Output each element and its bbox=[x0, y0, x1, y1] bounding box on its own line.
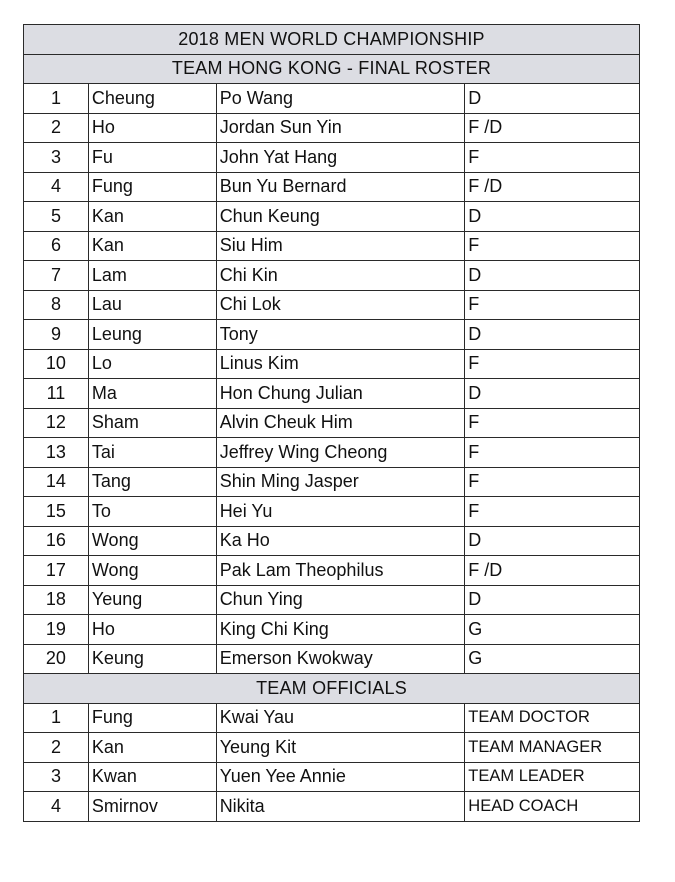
player-row bbox=[24, 379, 640, 409]
first-name-cell: Yuen Yee Annie bbox=[217, 763, 466, 793]
last-name-cell: Fu bbox=[89, 143, 217, 173]
first-name-cell: Chun Keung bbox=[217, 202, 466, 232]
player-row bbox=[24, 143, 640, 173]
first-name-cell: Yeung Kit bbox=[217, 733, 466, 763]
role-cell: TEAM LEADER bbox=[465, 763, 640, 793]
position-cell: D bbox=[465, 320, 640, 350]
player-row bbox=[24, 202, 640, 232]
number-cell: 18 bbox=[24, 586, 89, 616]
first-name-cell: Emerson Kwokway bbox=[217, 645, 466, 675]
player-row bbox=[24, 556, 640, 586]
position-cell: D bbox=[465, 586, 640, 616]
players-list bbox=[24, 84, 640, 674]
last-name-cell: Wong bbox=[89, 556, 217, 586]
first-name-cell: Hei Yu bbox=[217, 497, 466, 527]
last-name-cell: Leung bbox=[89, 320, 217, 350]
player-row bbox=[24, 84, 640, 114]
roster-subtitle: TEAM HONG KONG - FINAL ROSTER bbox=[24, 55, 640, 85]
first-name-cell: Shin Ming Jasper bbox=[217, 468, 466, 498]
championship-title: 2018 MEN WORLD CHAMPIONSHIP bbox=[24, 25, 640, 55]
player-row bbox=[24, 527, 640, 557]
player-row bbox=[24, 438, 640, 468]
last-name-cell: Kwan bbox=[89, 763, 217, 793]
position-cell: F /D bbox=[465, 556, 640, 586]
player-row bbox=[24, 261, 640, 291]
number-cell: 14 bbox=[24, 468, 89, 498]
official-row bbox=[24, 763, 640, 793]
number-cell: 10 bbox=[24, 350, 89, 380]
position-cell: F bbox=[465, 409, 640, 439]
last-name-cell: Kan bbox=[89, 232, 217, 262]
first-name-cell: Hon Chung Julian bbox=[217, 379, 466, 409]
position-cell: F bbox=[465, 350, 640, 380]
last-name-cell: Kan bbox=[89, 202, 217, 232]
number-cell: 20 bbox=[24, 645, 89, 675]
first-name-cell: Tony bbox=[217, 320, 466, 350]
first-name-cell: Linus Kim bbox=[217, 350, 466, 380]
officials-title: TEAM OFFICIALS bbox=[24, 674, 640, 704]
subtitle-row bbox=[24, 55, 640, 85]
number-cell: 3 bbox=[24, 143, 89, 173]
first-name-cell: Chun Ying bbox=[217, 586, 466, 616]
player-row bbox=[24, 114, 640, 144]
number-cell: 12 bbox=[24, 409, 89, 439]
player-row bbox=[24, 350, 640, 380]
first-name-cell: Chi Kin bbox=[217, 261, 466, 291]
position-cell: F /D bbox=[465, 173, 640, 203]
official-row bbox=[24, 792, 640, 822]
last-name-cell: Ho bbox=[89, 615, 217, 645]
first-name-cell: Bun Yu Bernard bbox=[217, 173, 466, 203]
position-cell: D bbox=[465, 261, 640, 291]
number-cell: 8 bbox=[24, 291, 89, 321]
first-name-cell: Siu Him bbox=[217, 232, 466, 262]
first-name-cell: Ka Ho bbox=[217, 527, 466, 557]
last-name-cell: Lam bbox=[89, 261, 217, 291]
player-row bbox=[24, 645, 640, 675]
first-name-cell: Nikita bbox=[217, 792, 466, 822]
last-name-cell: Smirnov bbox=[89, 792, 217, 822]
player-row bbox=[24, 320, 640, 350]
position-cell: G bbox=[465, 615, 640, 645]
last-name-cell: Yeung bbox=[89, 586, 217, 616]
number-cell: 15 bbox=[24, 497, 89, 527]
last-name-cell: Cheung bbox=[89, 84, 217, 114]
last-name-cell: Lo bbox=[89, 350, 217, 380]
first-name-cell: Jeffrey Wing Cheong bbox=[217, 438, 466, 468]
number-cell: 16 bbox=[24, 527, 89, 557]
position-cell: F bbox=[465, 468, 640, 498]
player-row bbox=[24, 173, 640, 203]
number-cell: 17 bbox=[24, 556, 89, 586]
last-name-cell: Ho bbox=[89, 114, 217, 144]
position-cell: F bbox=[465, 291, 640, 321]
role-cell: HEAD COACH bbox=[465, 792, 640, 822]
position-cell: G bbox=[465, 645, 640, 675]
first-name-cell: Alvin Cheuk Him bbox=[217, 409, 466, 439]
number-cell: 3 bbox=[24, 763, 89, 793]
last-name-cell: Tai bbox=[89, 438, 217, 468]
first-name-cell: King Chi King bbox=[217, 615, 466, 645]
first-name-cell: Jordan Sun Yin bbox=[217, 114, 466, 144]
last-name-cell: To bbox=[89, 497, 217, 527]
player-row bbox=[24, 409, 640, 439]
player-row bbox=[24, 615, 640, 645]
last-name-cell: Tang bbox=[89, 468, 217, 498]
number-cell: 19 bbox=[24, 615, 89, 645]
number-cell: 5 bbox=[24, 202, 89, 232]
position-cell: F bbox=[465, 438, 640, 468]
last-name-cell: Kan bbox=[89, 733, 217, 763]
officials-header-row bbox=[24, 674, 640, 704]
first-name-cell: Pak Lam Theophilus bbox=[217, 556, 466, 586]
last-name-cell: Ma bbox=[89, 379, 217, 409]
roster-table bbox=[23, 24, 640, 822]
number-cell: 4 bbox=[24, 173, 89, 203]
position-cell: D bbox=[465, 84, 640, 114]
role-cell: TEAM DOCTOR bbox=[465, 704, 640, 734]
official-row bbox=[24, 704, 640, 734]
number-cell: 13 bbox=[24, 438, 89, 468]
number-cell: 6 bbox=[24, 232, 89, 262]
player-row bbox=[24, 291, 640, 321]
position-cell: D bbox=[465, 379, 640, 409]
number-cell: 1 bbox=[24, 84, 89, 114]
last-name-cell: Sham bbox=[89, 409, 217, 439]
first-name-cell: John Yat Hang bbox=[217, 143, 466, 173]
first-name-cell: Kwai Yau bbox=[217, 704, 466, 734]
last-name-cell: Lau bbox=[89, 291, 217, 321]
title-row bbox=[24, 25, 640, 55]
position-cell: F bbox=[465, 143, 640, 173]
first-name-cell: Chi Lok bbox=[217, 291, 466, 321]
number-cell: 2 bbox=[24, 114, 89, 144]
number-cell: 11 bbox=[24, 379, 89, 409]
first-name-cell: Po Wang bbox=[217, 84, 466, 114]
last-name-cell: Keung bbox=[89, 645, 217, 675]
player-row bbox=[24, 232, 640, 262]
last-name-cell: Fung bbox=[89, 173, 217, 203]
number-cell: 2 bbox=[24, 733, 89, 763]
position-cell: F bbox=[465, 232, 640, 262]
player-row bbox=[24, 497, 640, 527]
official-row bbox=[24, 733, 640, 763]
player-row bbox=[24, 468, 640, 498]
last-name-cell: Wong bbox=[89, 527, 217, 557]
position-cell: D bbox=[465, 527, 640, 557]
player-row bbox=[24, 586, 640, 616]
position-cell: F bbox=[465, 497, 640, 527]
last-name-cell: Fung bbox=[89, 704, 217, 734]
number-cell: 4 bbox=[24, 792, 89, 822]
number-cell: 7 bbox=[24, 261, 89, 291]
position-cell: F /D bbox=[465, 114, 640, 144]
number-cell: 1 bbox=[24, 704, 89, 734]
role-cell: TEAM MANAGER bbox=[465, 733, 640, 763]
position-cell: D bbox=[465, 202, 640, 232]
number-cell: 9 bbox=[24, 320, 89, 350]
officials-list bbox=[24, 704, 640, 822]
